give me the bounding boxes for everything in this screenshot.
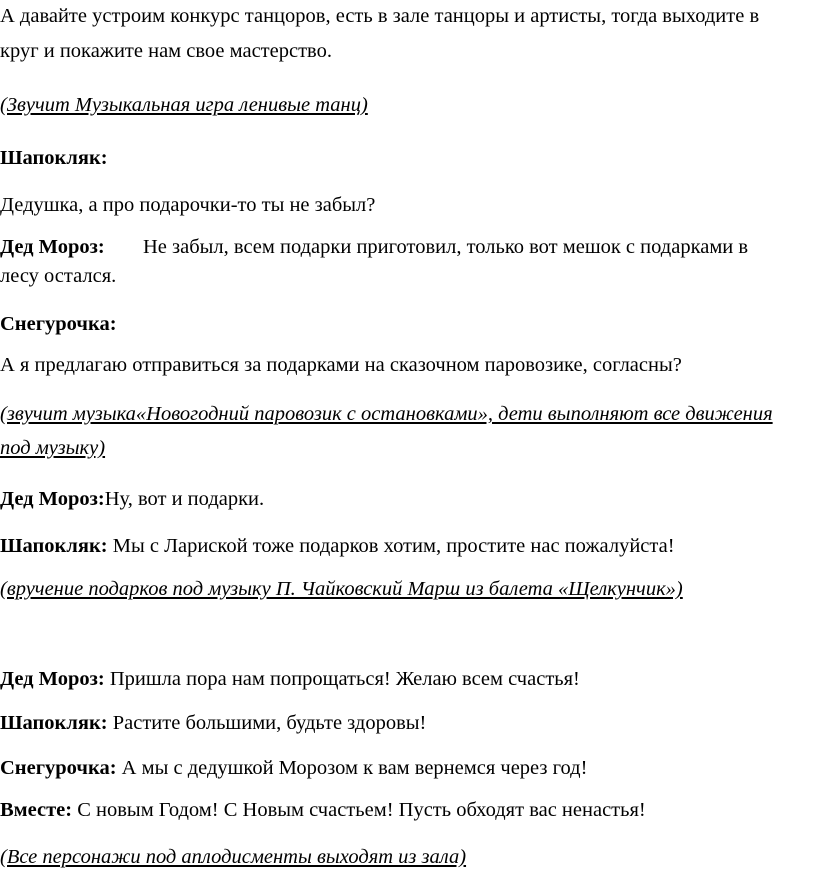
stage-direction-train-line-1: (звучит музыка«Новогодний паровозик с остановками», дети выполняют все движения <box>0 403 773 425</box>
line-ded-moroz-here-gifts <box>0 487 264 511</box>
stage-direction-gift-giving: (вручение подарков под музыку П. Чайковский Марш из балета «Щелкунчик») <box>0 578 683 600</box>
speaker-shapoklyak: Шапокляк: <box>0 712 108 734</box>
speech-shapoklyak: Мы с Лариской тоже подарков хотим, простите нас пожалуйста! <box>107 535 675 557</box>
paragraph-intro-line-2: круг и покажите нам свое мастерство. <box>0 40 332 62</box>
speech-snegurochka: А мы с дедушкой Морозом к вам вернемся через год! <box>116 757 588 779</box>
stage-direction-exit: (Все персонажи под аплодисменты выходят из зала) <box>0 846 467 868</box>
speaker-together: Вместе: <box>0 799 73 821</box>
line-together-new-year <box>0 798 646 822</box>
line-shapoklyak-grow-up <box>0 711 426 735</box>
paragraph-intro-line-1: А давайте устроим конкурс танцоров, есть в зале танцоры и артисты, тогда выходите в <box>0 5 760 27</box>
speech-ded-moroz: Пришла пора нам попрощаться! Желаю всем счастья! <box>104 668 580 690</box>
stage-direction-dance-music: (Звучит Музыкальная игра ленивые танц) <box>0 94 368 116</box>
stage-direction-train-line-2: под музыку) <box>0 437 106 459</box>
line-shapoklyak-want-gifts <box>0 534 675 558</box>
speech-ded-moroz: Ну, вот и подарки. <box>104 488 265 510</box>
line-snegurochka-train: А я предлагаю отправиться за подарками на сказочном паровозике, согласны? <box>0 354 682 376</box>
speech-together: С новым Годом! С Новым счастьем! Пусть обходят вас ненастья! <box>72 799 646 821</box>
speaker-shapoklyak: Шапокляк: <box>0 147 108 169</box>
speech-shapoklyak: Растите большими, будьте здоровы! <box>107 712 427 734</box>
speaker-snegurochka: Снегурочка: <box>0 313 117 335</box>
line-ded-moroz-gifts-line-2: лесу остался. <box>0 265 117 287</box>
speaker-ded-moroz: Дед Мороз: <box>0 668 105 690</box>
speaker-snegurochka: Снегурочка: <box>0 757 117 779</box>
speech-ded-moroz: Не забыл, всем подарки приготовил, только вот мешок с подарками в <box>142 236 749 258</box>
speaker-ded-moroz: Дед Мороз: <box>0 488 105 510</box>
line-ded-forgot: Дедушка, а про подарочки-то ты не забыл? <box>0 194 376 216</box>
line-ded-moroz-farewell <box>0 667 580 691</box>
speaker-shapoklyak: Шапокляк: <box>0 535 108 557</box>
line-ded-moroz-gifts <box>0 235 748 259</box>
speaker-ded-moroz: Дед Мороз: <box>0 236 105 258</box>
line-snegurochka-return <box>0 756 587 780</box>
